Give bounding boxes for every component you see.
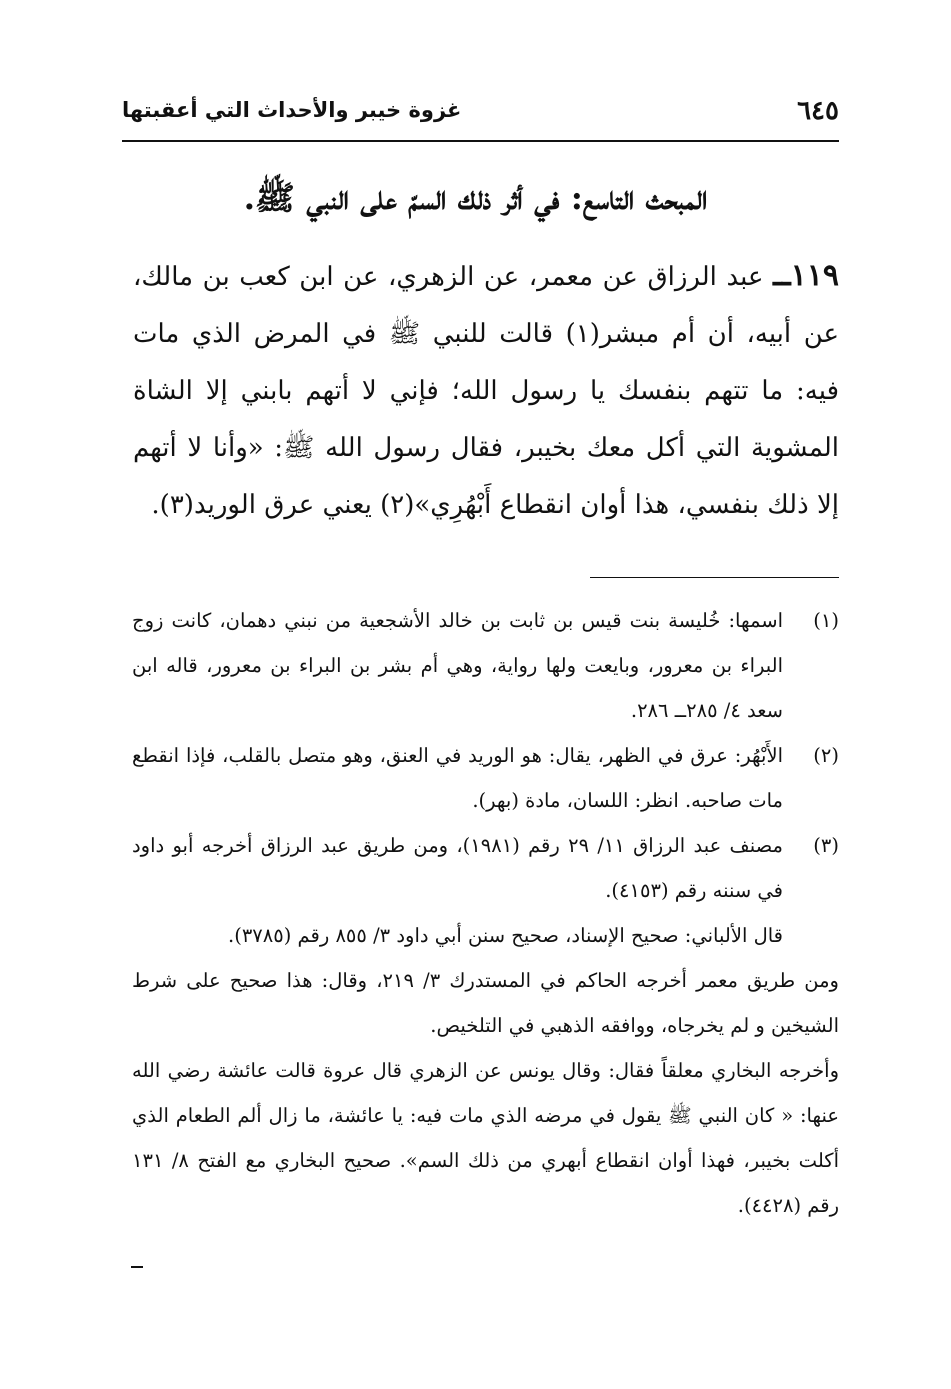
footnote-1: [132, 598, 839, 733]
footnote-text: الأَبْهُر: عرق في الظهر، يقال: هو الوريد في العنق، وهو متصل بالقلب، فإذا انقطع مات صاحبه. انظر: اللسان، مادة (بهر).: [132, 744, 783, 812]
page-number: ٦٤٥: [797, 96, 839, 126]
footnote-text: قال الألباني: صحيح الإسناد، صحيح سنن أبي داود ٣/ ٨٥٥ رقم (٣٧٨٥).: [228, 924, 783, 947]
footnotes: [132, 598, 839, 1228]
footnote-marker: (٢): [813, 744, 839, 767]
footnote-text: اسمها: خُليسة بنت قيس بن ثابت بن خالد الأشجعية من نبني دهمان، كانت زوج البراء بن معرور، وبايعت ولها رواية، وهي أم بشر بن البراء بن معرور، قاله ابن سعد ٤/ ٢٨٥ــ ٢٨٦.: [132, 609, 783, 722]
footnote-body: [132, 598, 783, 733]
section-heading: المبحث التاسع: في أثر ذلك السمّ على النبي ﷺ.: [243, 178, 708, 217]
hadith-paragraph: [133, 247, 839, 534]
footnote-body: [132, 823, 839, 1228]
stray-mark: [131, 1266, 143, 1268]
footnote-3: [132, 823, 839, 1228]
footnote-rule: [590, 577, 839, 578]
footnote-text: ومن طريق معمر أخرجه الحاكم في المستدرك ٣/ ٢١٩، وقال: هذا صحيح على شرط الشيخين و لم يخرجاه، ووافقه الذهبي في التلخيص.: [132, 969, 839, 1037]
hadith-number: ١١٩ــ: [773, 258, 840, 293]
running-header: [122, 96, 839, 136]
footnote-text: وأخرجه البخاري معلقاً فقال: وقال يونس عن الزهري قال عروة قالت عائشة رضي الله عنها: « كان النبي ﷺ يقول في مرضه الذي مات فيه: يا عائشة، ما زال ألم الطعام الذي أكلت بخيبر، فهذا أوان انقطاع أبهري من ذلك السم». صحيح البخاري مع الفتح ٨/ ١٣١ رقم (٤٤٢٨).: [132, 1059, 839, 1217]
running-title: غزوة خيبر والأحداث التي أعقبتها: [122, 98, 462, 122]
footnote-text: مصنف عبد الرزاق ١١/ ٢٩ رقم (١٩٨١)، ومن طريق عبد الرزاق أخرجه أبو داود في سننه رقم (٤١٥٣).: [132, 834, 783, 902]
footnote-marker: (١): [813, 609, 839, 632]
header-rule: [122, 140, 839, 142]
footnote-body: [132, 733, 783, 823]
hadith-text: عبد الرزاق عن معمر، عن الزهري، عن ابن كعب بن مالك، عن أبيه، أن أم مبشر(١) قالت للنبي ﷺ في المرض الذي مات فيه: ما تتهم بنفسك يا رسول الله؛ فإني لا أتهم بابني إلا الشاة المشوية التي أكل معك بخيبر، فقال رسول الله ﷺ: «وأنا لا أتهم إلا ذلك بنفسي، هذا أوان انقطاع أَبْهُرِي»(٢) يعني عرق الوريد(٣).: [133, 262, 839, 520]
footnote-2: [132, 733, 839, 823]
footnote-marker: (٣): [813, 834, 839, 857]
